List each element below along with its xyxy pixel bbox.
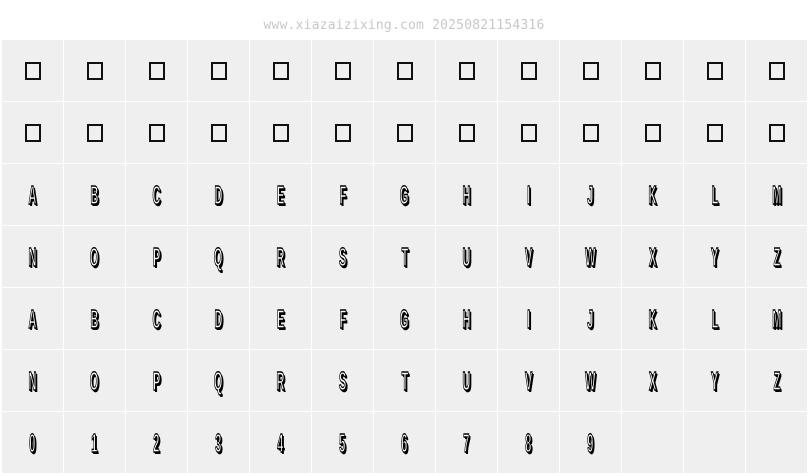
glyph-char: I	[526, 179, 531, 210]
glyph-cell	[746, 164, 807, 225]
glyph-char: W	[585, 241, 596, 272]
missing-glyph-cell	[64, 40, 125, 101]
missing-glyph-cell	[436, 102, 497, 163]
missing-glyph-box	[87, 124, 103, 142]
glyph-grid	[2, 40, 807, 473]
glyph-cell	[560, 288, 621, 349]
glyph-cell	[64, 226, 125, 287]
glyph-char: 4	[277, 427, 284, 458]
missing-glyph-box	[707, 62, 723, 80]
glyph-char: A	[28, 303, 37, 334]
glyph-char: H	[462, 179, 471, 210]
glyph-cell	[374, 164, 435, 225]
glyph-cell	[622, 350, 683, 411]
glyph-cell	[498, 164, 559, 225]
glyph-cell	[126, 350, 187, 411]
glyph-char: Z	[773, 365, 780, 396]
missing-glyph-box	[583, 62, 599, 80]
glyph-char: P	[152, 365, 161, 396]
glyph-cell	[126, 226, 187, 287]
glyph-cell	[64, 412, 125, 473]
glyph-char: I	[526, 303, 531, 334]
glyph-char: 0	[29, 427, 36, 458]
glyph-char: U	[462, 365, 471, 396]
glyph-char: V	[524, 365, 533, 396]
glyph-cell	[250, 350, 311, 411]
missing-glyph-cell	[498, 40, 559, 101]
glyph-char: L	[711, 303, 718, 334]
missing-glyph-cell	[374, 40, 435, 101]
glyph-char: X	[648, 241, 657, 272]
glyph-cell	[746, 226, 807, 287]
glyph-cell	[560, 412, 621, 473]
missing-glyph-box	[335, 124, 351, 142]
glyph-char: 6	[401, 427, 408, 458]
glyph-char: F	[339, 303, 346, 334]
missing-glyph-box	[397, 62, 413, 80]
glyph-cell	[436, 226, 497, 287]
glyph-cell	[188, 350, 249, 411]
glyph-char: 7	[463, 427, 470, 458]
glyph-cell	[684, 288, 745, 349]
glyph-cell	[436, 350, 497, 411]
missing-glyph-cell	[746, 102, 807, 163]
glyph-char: Y	[710, 365, 719, 396]
glyph-cell	[622, 164, 683, 225]
missing-glyph-cell	[2, 102, 63, 163]
glyph-cell	[374, 226, 435, 287]
missing-glyph-box	[25, 124, 41, 142]
glyph-char: E	[276, 303, 285, 334]
glyph-char: J	[587, 179, 594, 210]
glyph-char: D	[214, 179, 223, 210]
glyph-char: Z	[773, 241, 780, 272]
glyph-cell	[188, 164, 249, 225]
glyph-char: E	[276, 179, 285, 210]
missing-glyph-box	[25, 62, 41, 80]
glyph-cell	[684, 164, 745, 225]
glyph-char: R	[276, 365, 285, 396]
glyph-cell	[2, 350, 63, 411]
missing-glyph-cell	[126, 40, 187, 101]
glyph-cell	[250, 164, 311, 225]
glyph-char: N	[28, 365, 37, 396]
missing-glyph-box	[459, 124, 475, 142]
missing-glyph-box	[335, 62, 351, 80]
glyph-char: 2	[153, 427, 160, 458]
missing-glyph-box	[583, 124, 599, 142]
missing-glyph-cell	[622, 40, 683, 101]
missing-glyph-box	[645, 62, 661, 80]
missing-glyph-cell	[374, 102, 435, 163]
missing-glyph-box	[397, 124, 413, 142]
glyph-cell	[746, 288, 807, 349]
glyph-cell	[64, 164, 125, 225]
glyph-cell	[2, 164, 63, 225]
glyph-cell	[64, 288, 125, 349]
missing-glyph-box	[149, 62, 165, 80]
glyph-char: C	[152, 179, 161, 210]
glyph-char: Q	[214, 365, 223, 396]
glyph-cell	[312, 226, 373, 287]
glyph-cell	[250, 412, 311, 473]
missing-glyph-cell	[560, 40, 621, 101]
missing-glyph-cell	[312, 40, 373, 101]
glyph-char: M	[771, 303, 782, 334]
glyph-char: N	[28, 241, 37, 272]
glyph-char: B	[90, 303, 99, 334]
glyph-char: Y	[710, 241, 719, 272]
glyph-cell	[126, 164, 187, 225]
missing-glyph-box	[211, 62, 227, 80]
glyph-cell	[312, 412, 373, 473]
missing-glyph-cell	[188, 40, 249, 101]
glyph-char: D	[214, 303, 223, 334]
glyph-char: S	[338, 241, 347, 272]
glyph-char: O	[90, 365, 99, 396]
missing-glyph-box	[87, 62, 103, 80]
glyph-char: C	[152, 303, 161, 334]
glyph-cell	[188, 288, 249, 349]
glyph-cell	[498, 350, 559, 411]
glyph-cell	[126, 288, 187, 349]
glyph-cell	[560, 350, 621, 411]
missing-glyph-box	[521, 124, 537, 142]
glyph-cell	[622, 226, 683, 287]
missing-glyph-cell	[436, 40, 497, 101]
glyph-cell	[560, 226, 621, 287]
missing-glyph-cell	[622, 102, 683, 163]
missing-glyph-box	[707, 124, 723, 142]
glyph-cell	[250, 226, 311, 287]
glyph-cell	[188, 412, 249, 473]
glyph-cell	[436, 412, 497, 473]
glyph-char: 5	[339, 427, 346, 458]
glyph-cell	[250, 288, 311, 349]
missing-glyph-cell	[188, 102, 249, 163]
glyph-char: G	[400, 303, 409, 334]
glyph-cell	[312, 350, 373, 411]
glyph-char: O	[90, 241, 99, 272]
glyph-cell	[622, 288, 683, 349]
glyph-char: A	[28, 179, 37, 210]
glyph-char: K	[648, 303, 657, 334]
glyph-cell	[498, 288, 559, 349]
glyph-cell	[2, 226, 63, 287]
empty-cell	[746, 412, 807, 473]
glyph-char: W	[585, 365, 596, 396]
missing-glyph-box	[211, 124, 227, 142]
glyph-char: G	[400, 179, 409, 210]
glyph-char: Q	[214, 241, 223, 272]
glyph-cell	[374, 288, 435, 349]
glyph-cell	[684, 350, 745, 411]
missing-glyph-cell	[684, 102, 745, 163]
missing-glyph-cell	[560, 102, 621, 163]
glyph-cell	[746, 350, 807, 411]
missing-glyph-cell	[312, 102, 373, 163]
missing-glyph-cell	[2, 40, 63, 101]
missing-glyph-box	[521, 62, 537, 80]
glyph-cell	[312, 164, 373, 225]
glyph-char: P	[152, 241, 161, 272]
glyph-cell	[188, 226, 249, 287]
glyph-char: 9	[587, 427, 594, 458]
glyph-char: J	[587, 303, 594, 334]
missing-glyph-cell	[684, 40, 745, 101]
empty-cell	[622, 412, 683, 473]
missing-glyph-cell	[64, 102, 125, 163]
glyph-cell	[126, 412, 187, 473]
empty-cell	[684, 412, 745, 473]
glyph-cell	[498, 226, 559, 287]
watermark-text: www.xiazaizixing.com 20250821154316	[263, 18, 545, 33]
missing-glyph-cell	[250, 102, 311, 163]
glyph-char: R	[276, 241, 285, 272]
glyph-cell	[64, 350, 125, 411]
glyph-char: U	[462, 241, 471, 272]
missing-glyph-box	[273, 62, 289, 80]
glyph-char: M	[771, 179, 782, 210]
glyph-char: L	[711, 179, 718, 210]
missing-glyph-cell	[746, 40, 807, 101]
missing-glyph-box	[273, 124, 289, 142]
glyph-char: 3	[215, 427, 222, 458]
glyph-cell	[436, 164, 497, 225]
missing-glyph-cell	[250, 40, 311, 101]
glyph-char: F	[339, 179, 346, 210]
glyph-cell	[374, 412, 435, 473]
glyph-char: K	[648, 179, 657, 210]
missing-glyph-box	[769, 124, 785, 142]
glyph-cell	[436, 288, 497, 349]
missing-glyph-box	[645, 124, 661, 142]
glyph-cell	[2, 412, 63, 473]
missing-glyph-cell	[498, 102, 559, 163]
glyph-char: T	[401, 365, 408, 396]
glyph-char: 8	[525, 427, 532, 458]
glyph-char: V	[524, 241, 533, 272]
glyph-char: H	[462, 303, 471, 334]
glyph-char: B	[90, 179, 99, 210]
glyph-cell	[374, 350, 435, 411]
missing-glyph-cell	[126, 102, 187, 163]
glyph-cell	[312, 288, 373, 349]
glyph-cell	[2, 288, 63, 349]
glyph-cell	[684, 226, 745, 287]
missing-glyph-box	[769, 62, 785, 80]
glyph-cell	[498, 412, 559, 473]
missing-glyph-box	[149, 124, 165, 142]
glyph-cell	[560, 164, 621, 225]
glyph-char: T	[401, 241, 408, 272]
glyph-char: 1	[91, 427, 98, 458]
missing-glyph-box	[459, 62, 475, 80]
glyph-char: S	[338, 365, 347, 396]
glyph-char: X	[648, 365, 657, 396]
